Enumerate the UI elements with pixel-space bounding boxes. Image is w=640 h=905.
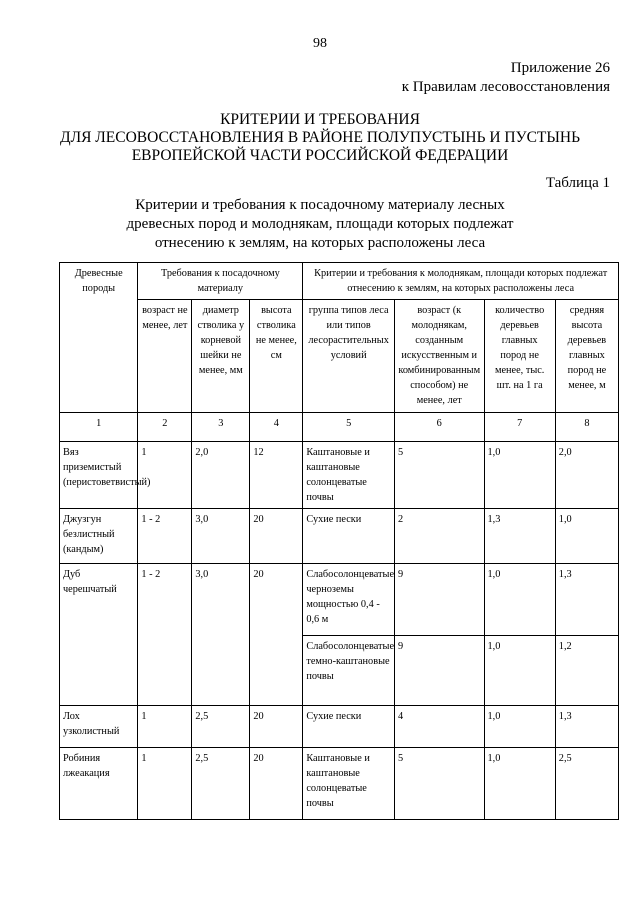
column-number: 4 [250, 413, 303, 442]
table-caption-line-3: отнесению к землям, на которых расположены леса [154, 235, 486, 251]
subheader-diameter: диаметр стволика у корневой шейки не менее, мм [192, 300, 250, 413]
appendix-title: Приложение 26 [510, 60, 610, 76]
header-planting-material: Требования к посадочному материалу [138, 263, 303, 300]
document-heading-line-2: ДЛЯ ЛЕСОВОССТАНОВЛЕНИЯ В РАЙОНЕ ПОЛУПУСТЫНЬ И ПУСТЫНЬ [60, 129, 580, 146]
cell-young-age: 2 [394, 509, 484, 564]
cell-age: 1 [138, 748, 192, 820]
cell-young-age: 9 [394, 564, 484, 636]
cell-average-height: 2,5 [555, 748, 618, 820]
cell-diameter: 2,5 [192, 748, 250, 820]
column-number: 6 [394, 413, 484, 442]
subheader-tree-count: количество деревьев главных пород не менее, тыс. шт. на 1 га [484, 300, 555, 413]
cell-age: 1 - 2 [138, 509, 192, 564]
column-number: 1 [60, 413, 138, 442]
subheader-average-height: средняя высота деревьев главных пород не менее, м [555, 300, 618, 413]
cell-young-age: 5 [394, 748, 484, 820]
cell-tree-count: 1,3 [484, 509, 555, 564]
cell-diameter: 3,0 [192, 509, 250, 564]
cell-average-height: 1,0 [555, 509, 618, 564]
cell-tree-count: 1,0 [484, 748, 555, 820]
cell-height: 12 [250, 442, 303, 509]
cell-tree-count: 1,0 [484, 636, 555, 706]
cell-tree-count: 1,0 [484, 442, 555, 509]
appendix-subtitle: к Правилам лесовосстановления [401, 79, 610, 95]
column-number: 2 [138, 413, 192, 442]
cell-average-height: 2,0 [555, 442, 618, 509]
column-number: 3 [192, 413, 250, 442]
table-row [60, 564, 619, 636]
column-number: 8 [555, 413, 618, 442]
column-number: 5 [303, 413, 395, 442]
cell-species: Дуб черешчатый [60, 564, 138, 706]
document-heading-line-3: ЕВРОПЕЙСКОЙ ЧАСТИ РОССИЙСКОЙ ФЕДЕРАЦИИ [131, 147, 509, 164]
subheader-young-age: возраст (к молоднякам, созданным искусственным и комбинированным способом) не менее, лет [394, 300, 484, 413]
table-row [60, 442, 619, 509]
page-number: 98 [313, 36, 327, 51]
cell-forest-type: Слабосолонцеватые темно-каштановые почвы [303, 636, 395, 706]
cell-average-height: 1,3 [555, 706, 618, 748]
cell-species: Лох узколистный [60, 706, 138, 748]
cell-age: 1 [138, 706, 192, 748]
header-young-stands: Критерии и требования к молоднякам, площади которых подлежат отнесению к землям, на которых расположены леса [303, 263, 619, 300]
cell-height: 20 [250, 509, 303, 564]
cell-age: 1 - 2 [138, 564, 192, 706]
subheader-age: возраст не менее, лет [138, 300, 192, 413]
cell-height: 20 [250, 564, 303, 706]
cell-young-age: 4 [394, 706, 484, 748]
cell-average-height: 1,2 [555, 636, 618, 706]
cell-species: Джузгун безлистный (кандым) [60, 509, 138, 564]
cell-forest-type: Слабосолонцеватые черноземы мощностью 0,4 - 0,6 м [303, 564, 395, 636]
document-heading-line-1: КРИТЕРИИ И ТРЕБОВАНИЯ [220, 111, 420, 128]
table-caption-line-2: древесных пород и молоднякам, площади которых подлежат [126, 216, 514, 232]
column-number-row [60, 413, 619, 442]
cell-diameter: 3,0 [192, 564, 250, 706]
cell-forest-type: Сухие пески [303, 706, 395, 748]
cell-diameter: 2,5 [192, 706, 250, 748]
cell-forest-type: Сухие пески [303, 509, 395, 564]
cell-diameter: 2,0 [192, 442, 250, 509]
table-row [60, 509, 619, 564]
cell-young-age: 5 [394, 442, 484, 509]
table-label: Таблица 1 [545, 175, 610, 191]
cell-tree-count: 1,0 [484, 706, 555, 748]
cell-young-age: 9 [394, 636, 484, 706]
cell-age: 1 [138, 442, 192, 509]
column-number: 7 [484, 413, 555, 442]
cell-tree-count: 1,0 [484, 564, 555, 636]
table-row [60, 706, 619, 748]
cell-forest-type: Каштановые и каштановые солонцеватые почвы [303, 748, 395, 820]
cell-height: 20 [250, 748, 303, 820]
cell-forest-type: Каштановые и каштановые солонцеватые почвы [303, 442, 395, 509]
table-row [60, 748, 619, 820]
cell-species: Робиния лжеакация [60, 748, 138, 820]
cell-height: 20 [250, 706, 303, 748]
table-caption-line-1: Критерии и требования к посадочному материалу лесных [135, 197, 505, 213]
subheader-height: высота стволика не менее, см [250, 300, 303, 413]
criteria-table [59, 262, 619, 820]
cell-species: Вяз приземистый (перистоветвистый) [60, 442, 138, 509]
subheader-forest-type: группа типов леса или типов лесорастительных условий [303, 300, 395, 413]
cell-average-height: 1,3 [555, 564, 618, 636]
header-species: Древесные породы [60, 263, 138, 413]
